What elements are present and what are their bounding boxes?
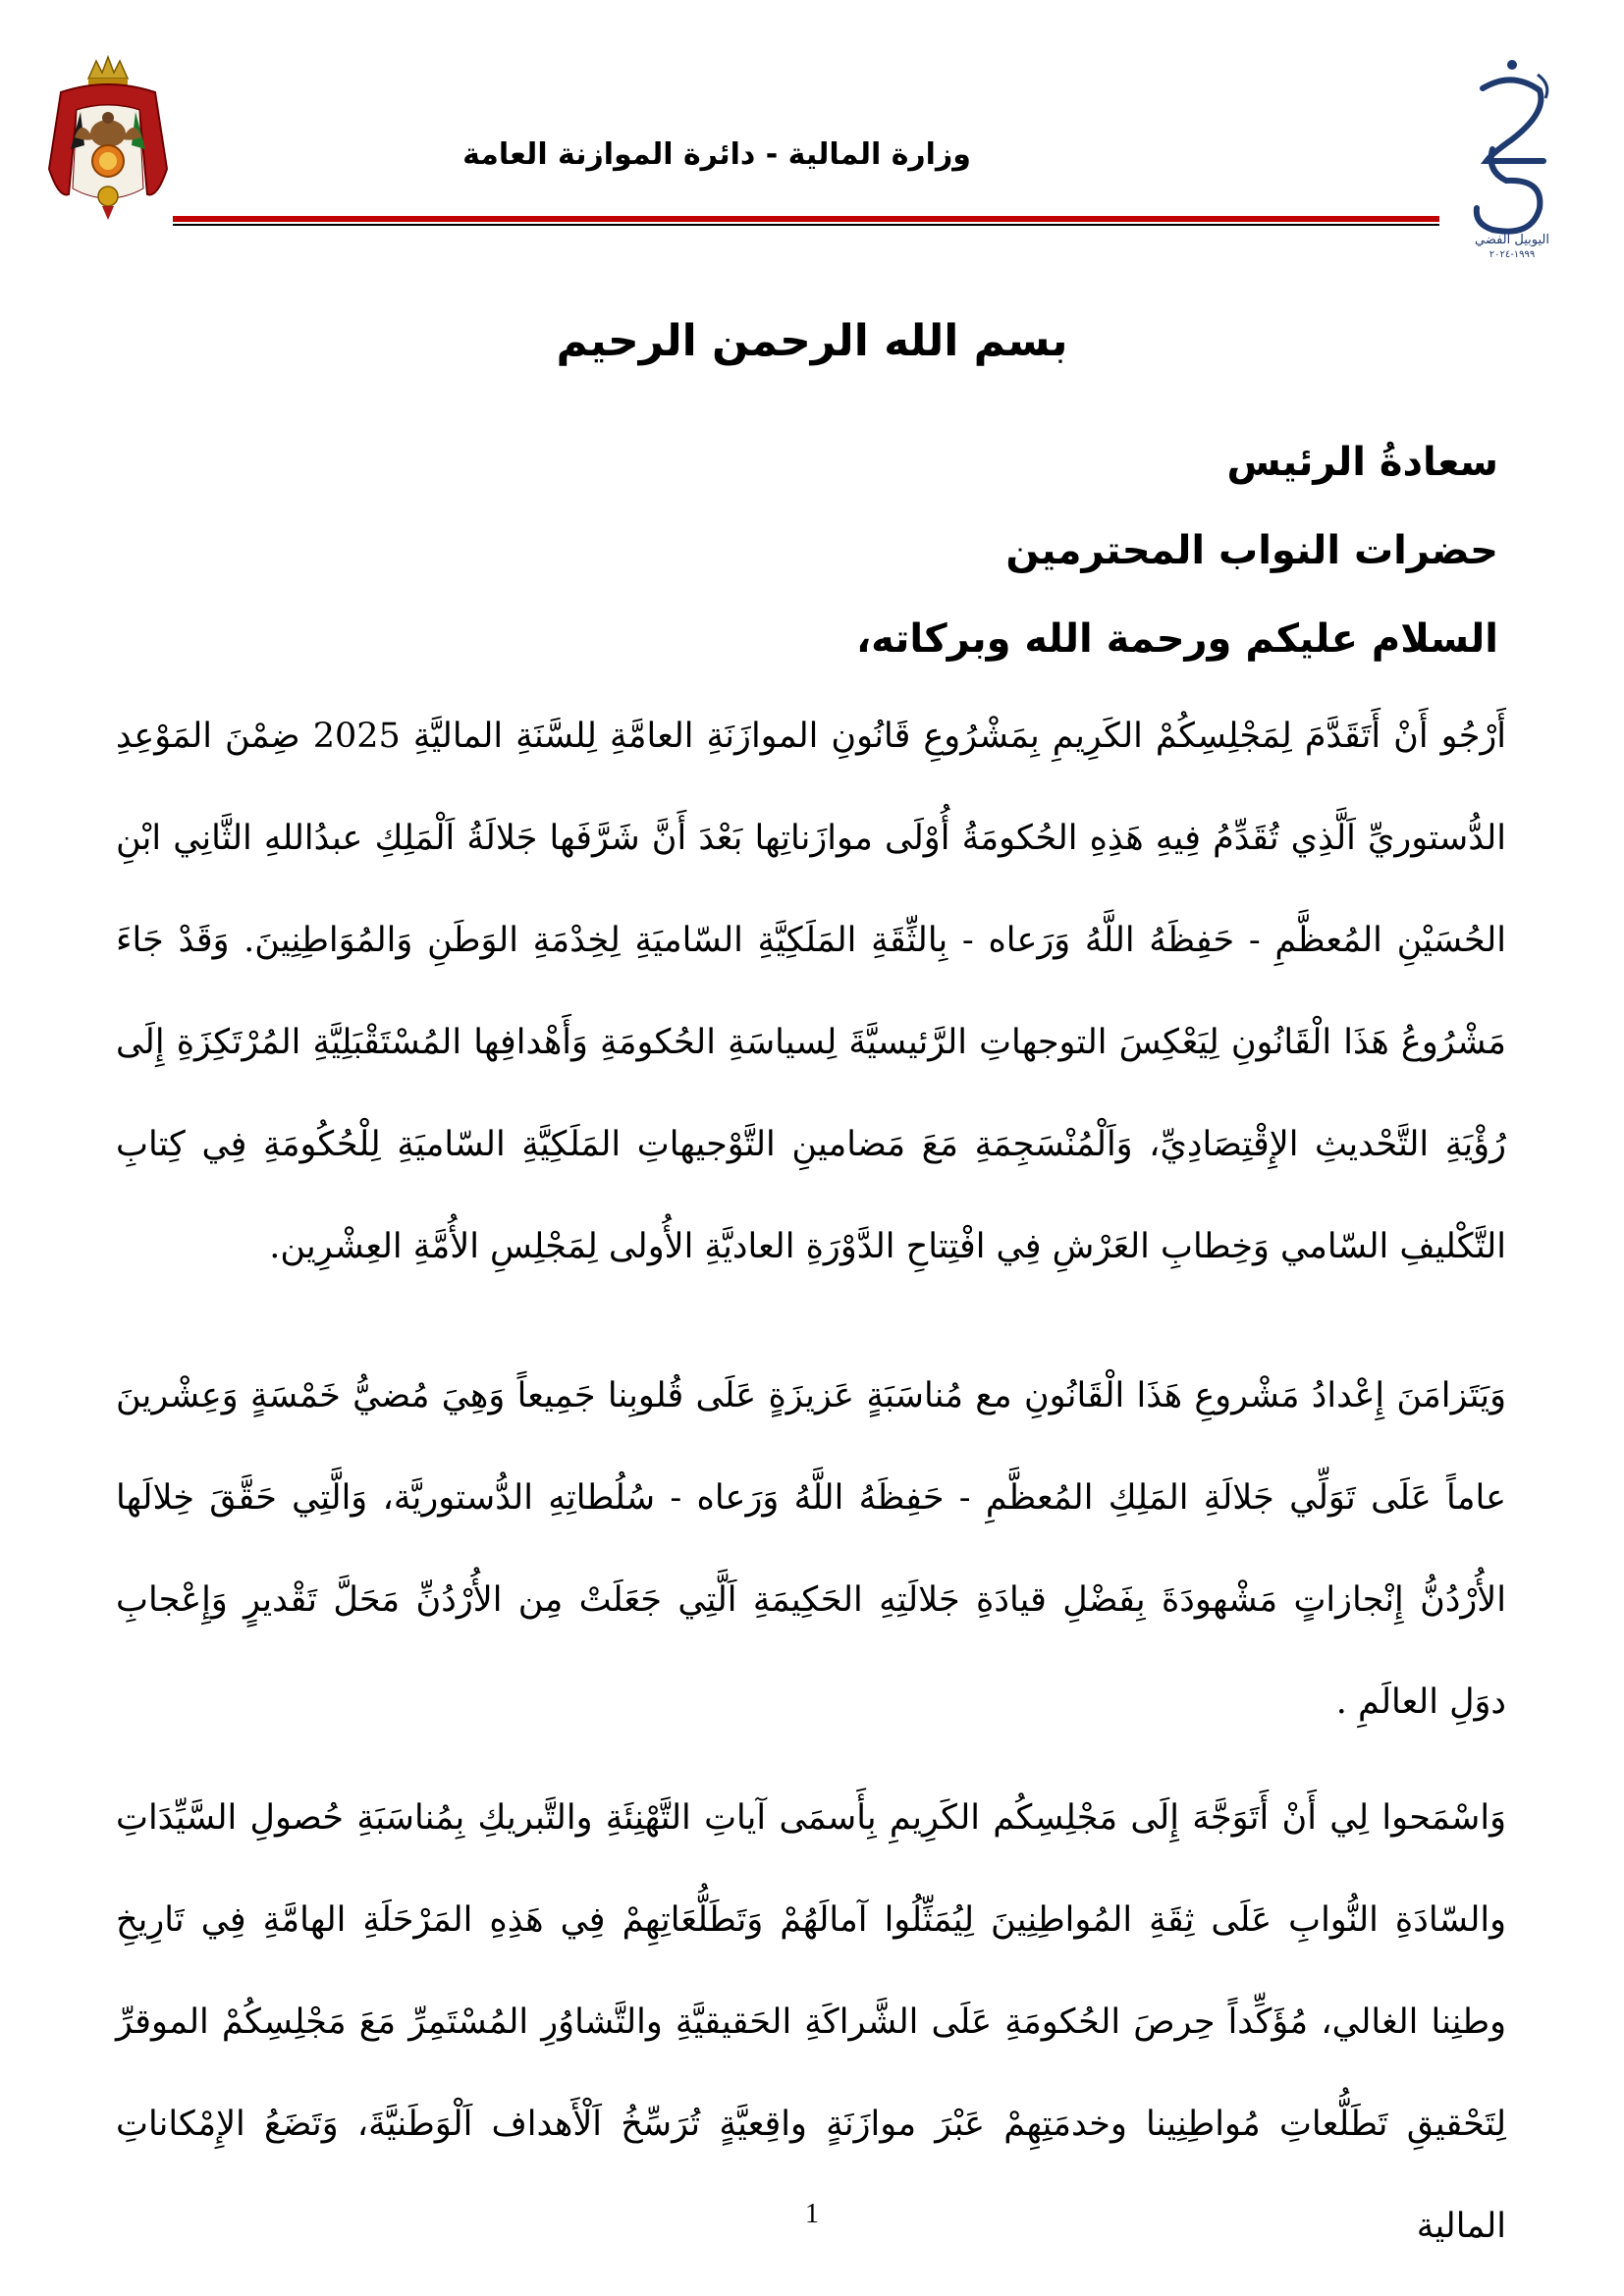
body-paragraph-jubilee: وَيَتَزامَنَ إِعْدادُ مَشْروعِ هَذَا الْقَانُونِ مع مُناسَبَةٍ عَزيزَةٍ عَلَى قُلوبِنا جَمِيعاً وَهِيَ مُضيُّ خَمْسَةٍ وَعِشْرينَ عاماً عَلَى تَوَلِّي جَلالَةِ المَلِكِ المُعظَّمِ - حَفِظَهُ اللَّهُ وَرَعاه - سُلُطاتِهِ الدُّستوريَّة، وَالَّتِي حَقَّقَ خِلالَها الأُرْدُنُّ إِنْجازاتٍ مَشْهودَةَ بِفَضْلِ قيادَةِ جَلالَتِهِ الحَكِيمَةِ اَلَّتِي جَعَلَتْ مِن الأُرْدُنِّ مَحَلَّ تَقْديرٍ وَإِعْجابِ دوَلِ العالَمِ .	[116, 1376, 1506, 1722]
body-paragraph-congratulations: وَاسْمَحوا لِي أَنْ أَتَوَجَّهَ إِلَى مَجْلِسِكُم الكَرِيمِ بِأَسمَى آياتِ التَّهْنِئَةِ والتَّبريكِ بِمُناسَبَةِ حُصولِ السَّيِّدَاتِ والسّادَةِ النُّوابِ عَلَى ثِقَةِ المُواطِنِينَ لِيُمَثِّلُوا آمالَهُمْ وَتَطَلُّعَاتِهِمْ فِي هَذِهِ المَرْحَلَةِ الهامَّةِ فِي تَارِيخِ وطنِنا الغالي، مُؤَكِّداً حِرصَ الحُكومَةِ عَلَى الشَّراكَةِ الحَقيقيَّةِ والتَّشاوُرِ المُسْتَمِرِّ مَعَ مَجْلِسِكُمْ الموقرِّ لِتَحْقيقِ تَطَلُّعاتِ مُواطِنِينا وخدمَتِهِمْ عَبْرَ موازَنَةٍ واقِعيَّةٍ تُرَسِّخُ اَلْأَهداف اَلْوَطَنيَّةَ، وَتَضَعُ الإِمْكاناتِ المالية	[116, 1798, 1506, 2246]
header-divider-dark	[173, 224, 1439, 226]
page-number: 1	[805, 2199, 819, 2229]
header-divider-red	[173, 216, 1439, 222]
salutation-speaker: سعادةُ الرئيس	[1226, 440, 1498, 485]
coat-of-arms-icon	[41, 51, 175, 228]
logo-years: ١٩٩٩-٢٠٢٤	[1489, 249, 1536, 257]
basmala-heading: بسم الله الرحمن الرحيم	[556, 316, 1068, 366]
salutation-greeting: السلام عليكم ورحمة الله وبركاته،	[855, 616, 1498, 662]
body-paragraph-budget-intro: أَرْجُو أَنْ أَتَقَدَّمَ لِمَجْلِسِكُمْ الكَرِيمِ بِمَشْرُوعِ قَانُونِ الموازَنَةِ العامَّةِ لِلسَّنَةِ الماليَّةِ 2025 ضِمْنَ المَوْعِدِ الدُّستوريِّ اَلَّذِي تُقَدِّمُ فِيهِ هَذِهِ الحُكومَةُ أُوْلَى موازَناتِها بَعْدَ أَنَّ شَرَّفَها جَلالَةُ اَلْمَلِكِ عبدُاللهِ الثَّانِي ابْنِ الحُسَيْنِ المُعظَّمِ - حَفِظَهُ اللَّهُ وَرَعاه - بِالثِّقَةِ المَلَكِيَّةِ السّاميَةِ لِخِدْمَةِ الوَطَنِ وَالمُوَاطِنِينَ. وَقَدْ جَاءَ مَشْرُوعُ هَذَا الْقَانُونِ لِيَعْكِسَ التوجهاتِ الرَّئيسيَّةَ لِسياسَةِ الحُكومَةِ وَأَهْدافِها المُسْتَقْبَلِيَّةِ المُرْتَكِزَةِ إِلَى رُؤْيَةِ التَّحْديثِ الإِقْتِصَادِيِّ، وَاَلْمُنْسَجِمَةِ مَعَ مَضامينِ التَّوْجيهاتِ المَلَكِيَّةِ السّاميَةِ لِلْحُكُومَةِ فِي كِتابِ التَّكْليفِ السّامي وَخِطابِ العَرْشِ فِي افْتِتاحِ الدَّوْرَةِ العاديَّةِ الأُولى لِمَجْلِسِ الأُمَّةِ العِشْرِين.	[116, 717, 1506, 1266]
header-title: وزارة المالية - دائرة الموازنة العامة	[462, 137, 971, 172]
salutation-deputies: حضرات النواب المحترمين	[1005, 528, 1498, 573]
logo-text: اليوبيل الفضي	[1475, 233, 1549, 247]
silver-jubilee-logo-icon	[1453, 51, 1571, 257]
